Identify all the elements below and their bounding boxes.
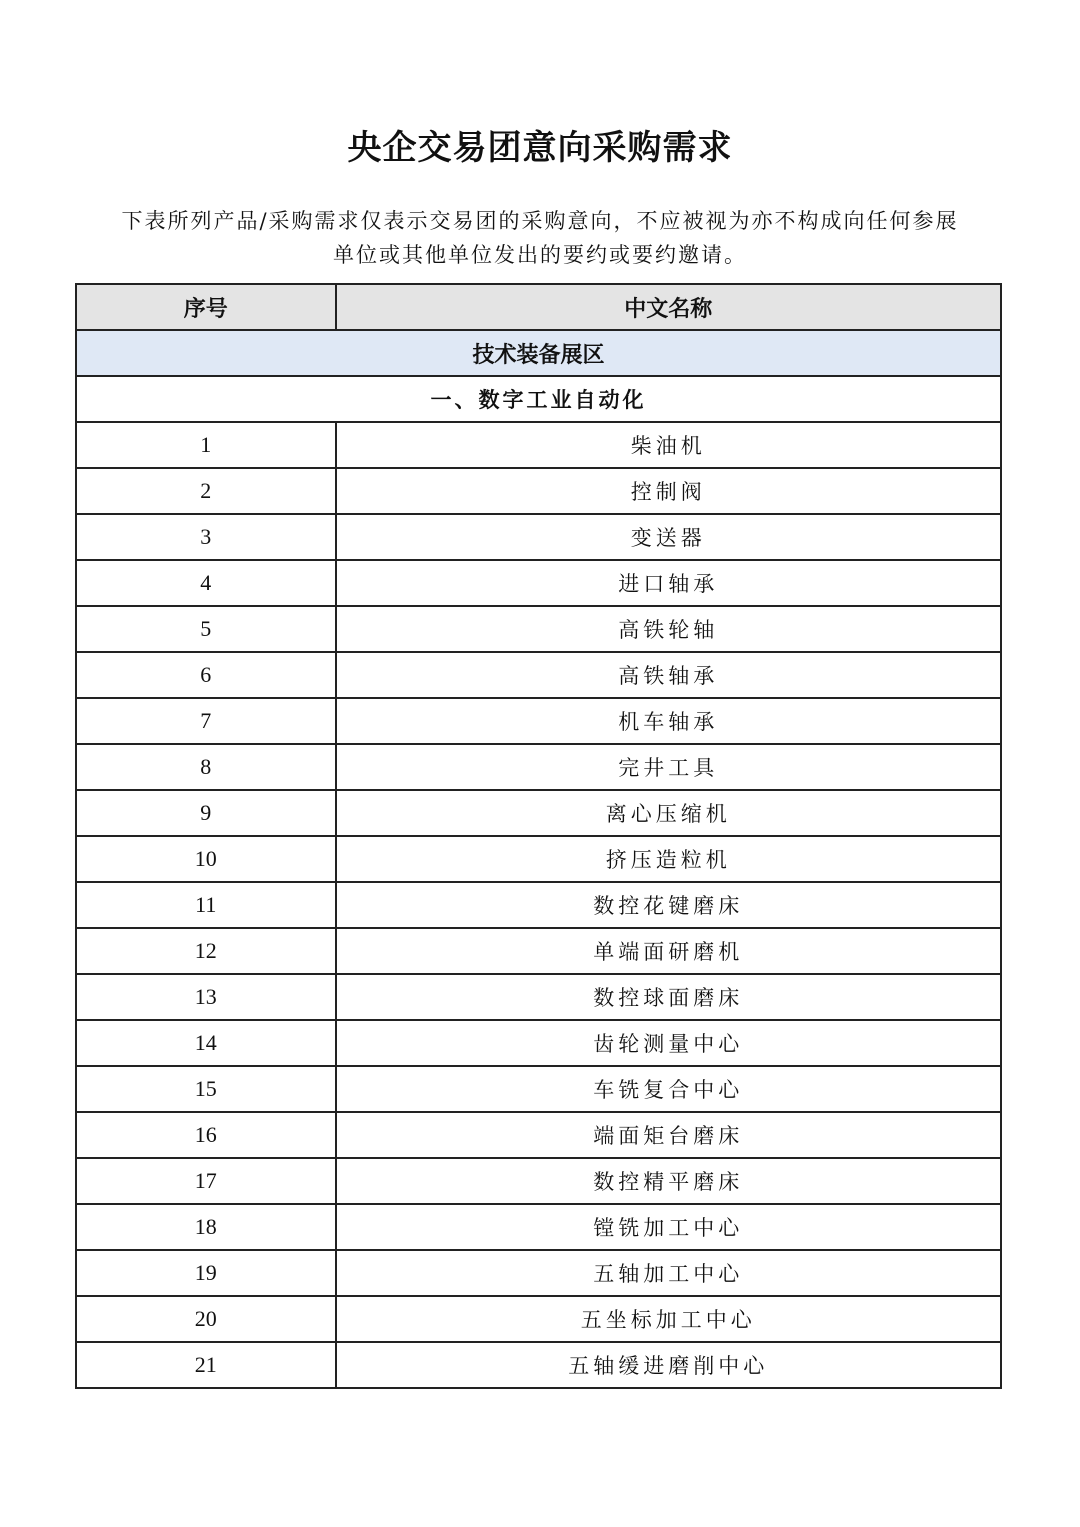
- row-index: 12: [76, 928, 336, 974]
- header-name: 中文名称: [336, 284, 1001, 330]
- row-index: 21: [76, 1342, 336, 1388]
- row-index: 15: [76, 1066, 336, 1112]
- intro-line-2: 单位或其他单位发出的要约或要约邀请。: [333, 243, 747, 267]
- row-name: 高铁轮轴: [336, 606, 1001, 652]
- row-name: 单端面研磨机: [336, 928, 1001, 974]
- row-name: 镗铣加工中心: [336, 1204, 1001, 1250]
- table-row: [76, 1204, 1001, 1250]
- row-index: 19: [76, 1250, 336, 1296]
- header-index: 序号: [76, 284, 336, 330]
- row-name: 车铣复合中心: [336, 1066, 1001, 1112]
- row-name: 高铁轴承: [336, 652, 1001, 698]
- row-name: 齿轮测量中心: [336, 1020, 1001, 1066]
- table-row: [76, 1342, 1001, 1388]
- row-index: 2: [76, 468, 336, 514]
- row-name: 控制阀: [336, 468, 1001, 514]
- row-name: 数控精平磨床: [336, 1158, 1001, 1204]
- row-index: 20: [76, 1296, 336, 1342]
- row-name: 数控球面磨床: [336, 974, 1001, 1020]
- row-name: 变送器: [336, 514, 1001, 560]
- row-index: 1: [76, 422, 336, 468]
- row-index: 16: [76, 1112, 336, 1158]
- table-row: [76, 836, 1001, 882]
- row-name: 完井工具: [336, 744, 1001, 790]
- table-row: [76, 928, 1001, 974]
- row-index: 7: [76, 698, 336, 744]
- table-row: [76, 882, 1001, 928]
- row-name: 端面矩台磨床: [336, 1112, 1001, 1158]
- row-index: 9: [76, 790, 336, 836]
- table-row: [76, 698, 1001, 744]
- table-row: [76, 560, 1001, 606]
- subsection-title: 一、数字工业自动化: [76, 376, 1001, 422]
- row-index: 11: [76, 882, 336, 928]
- row-name: 柴油机: [336, 422, 1001, 468]
- section-row: [76, 330, 1001, 376]
- intro-line-1: 下表所列产品/采购需求仅表示交易团的采购意向，不应被视为亦不构成向任何参展: [121, 209, 959, 233]
- row-name: 五坐标加工中心: [336, 1296, 1001, 1342]
- table-row: [76, 744, 1001, 790]
- subsection-row: [76, 376, 1001, 422]
- section-title: 技术装备展区: [76, 330, 1001, 376]
- table-body: [76, 330, 1001, 1388]
- row-index: 18: [76, 1204, 336, 1250]
- intro-paragraph: [80, 204, 1000, 272]
- row-index: 6: [76, 652, 336, 698]
- table-row: [76, 514, 1001, 560]
- row-index: 3: [76, 514, 336, 560]
- table-row: [76, 1066, 1001, 1112]
- table-row: [76, 422, 1001, 468]
- row-name: 数控花键磨床: [336, 882, 1001, 928]
- table-row: [76, 1112, 1001, 1158]
- row-index: 14: [76, 1020, 336, 1066]
- row-index: 8: [76, 744, 336, 790]
- table-row: [76, 606, 1001, 652]
- table-row: [76, 1296, 1001, 1342]
- table-row: [76, 652, 1001, 698]
- row-name: 挤压造粒机: [336, 836, 1001, 882]
- row-index: 13: [76, 974, 336, 1020]
- row-name: 离心压缩机: [336, 790, 1001, 836]
- row-index: 5: [76, 606, 336, 652]
- row-index: 10: [76, 836, 336, 882]
- row-index: 17: [76, 1158, 336, 1204]
- row-name: 机车轴承: [336, 698, 1001, 744]
- table-header-row: [76, 284, 1001, 330]
- page-title: 央企交易团意向采购需求: [347, 128, 733, 168]
- row-name: 五轴加工中心: [336, 1250, 1001, 1296]
- row-index: 4: [76, 560, 336, 606]
- table-row: [76, 1020, 1001, 1066]
- table-row: [76, 468, 1001, 514]
- row-name: 进口轴承: [336, 560, 1001, 606]
- procurement-table: [75, 283, 1002, 1389]
- table-row: [76, 974, 1001, 1020]
- row-name: 五轴缓进磨削中心: [336, 1342, 1001, 1388]
- table-row: [76, 1158, 1001, 1204]
- table-row: [76, 790, 1001, 836]
- table-row: [76, 1250, 1001, 1296]
